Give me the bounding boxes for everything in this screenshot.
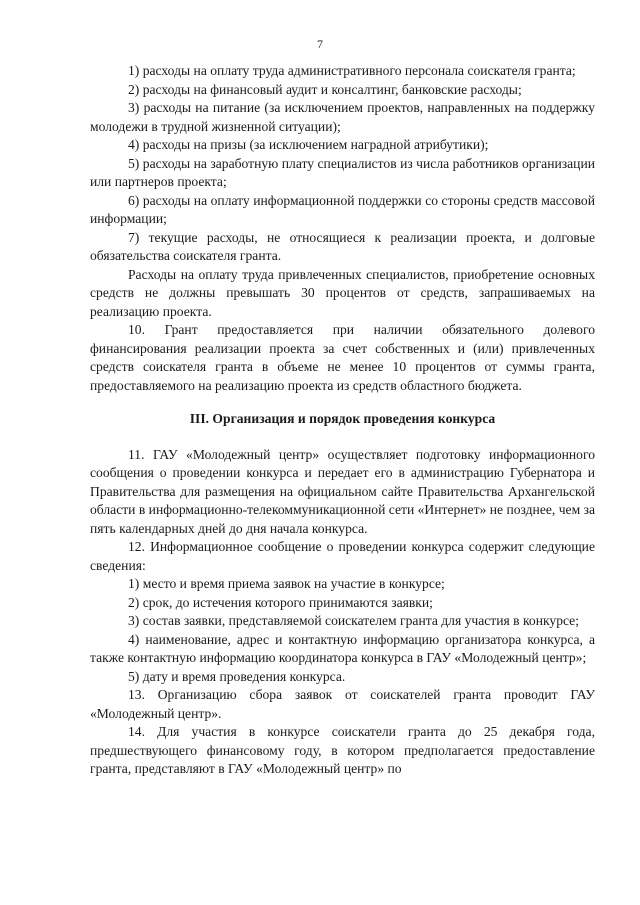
page-number: 7 bbox=[317, 37, 323, 51]
info-item-2: 2) срок, до истечения которого принимаются заявки; bbox=[128, 594, 433, 610]
clause-12: 12. Информационное сообщение о проведении конкурса содержит следующие сведения: bbox=[90, 539, 595, 573]
expense-item-1: 1) расходы на оплату труда административного персонала соискателя гранта; bbox=[128, 63, 576, 78]
expense-item-6: 6) расходы на оплату информационной поддержки со стороны средств массовой информации; bbox=[90, 192, 595, 226]
info-item-5: 5) дату и время проведения конкурса. bbox=[128, 668, 346, 684]
clause-13: 13. Организацию сбора заявок от соискателей гранта проводит ГАУ «Молодежный центр». bbox=[90, 687, 595, 721]
info-item-4: 4) наименование, адрес и контактную информацию организатора конкурса, а также контактную информацию координатора конкурса в ГАУ «Молодежный центр»; bbox=[90, 631, 595, 665]
expense-item-7: 7) текущие расходы, не относящиеся к реализации проекта, и долговые обязательства соискателя гранта. bbox=[90, 229, 595, 263]
section-heading: III. Организация и порядок проведения конкурса bbox=[189, 411, 496, 426]
clause-14: 14. Для участия в конкурсе соискатели гранта до 25 декабря года, предшествующего финансовому году, в котором предполагается предоставление гранта, представляют в ГАУ «Молодежный центр» по bbox=[90, 724, 595, 776]
info-item-3: 3) состав заявки, представляемой соискателем гранта для участия в конкурсе; bbox=[128, 613, 579, 628]
expense-limit-paragraph: Расходы на оплату труда привлеченных специалистов, приобретение основных средств не должны превышать 30 процентов от средств, запрашиваемых на реализацию проекта. bbox=[90, 266, 595, 319]
expense-item-2: 2) расходы на финансовый аудит и консалтинг, банковские расходы; bbox=[128, 81, 522, 97]
info-item-1: 1) место и время приема заявок на участие в конкурсе; bbox=[128, 576, 445, 591]
expense-item-5: 5) расходы на заработную плату специалистов из числа работников организации или партнеров проекта; bbox=[90, 155, 595, 189]
expense-item-4: 4) расходы на призы (за исключением наградной атрибутики); bbox=[128, 137, 489, 152]
document-body bbox=[90, 62, 595, 779]
expense-item-3: 3) расходы на питание (за исключением проектов, направленных на поддержку молодежи в трудной жизненной ситуации); bbox=[90, 100, 595, 134]
clause-11: 11. ГАУ «Молодежный центр» осуществляет подготовку информационного сообщения о проведении конкурса и передает его в администрацию Губернатора и Правительства для размещения на официальном сайте Правительства Архангельской области в информационно-телекоммуникационной сети «Интернет» не позднее, чем за пять календарных дней до дня начала конкурса. bbox=[90, 446, 595, 536]
clause-10: 10. Грант предоставляется при наличии обязательного долевого финансирования реализации проекта за счет собственных и (или) привлеченных средств соискателя гранта в объеме не менее 10 процентов от суммы гранта, предоставляемого на реализацию проекта из средств областного бюджета. bbox=[90, 322, 595, 393]
